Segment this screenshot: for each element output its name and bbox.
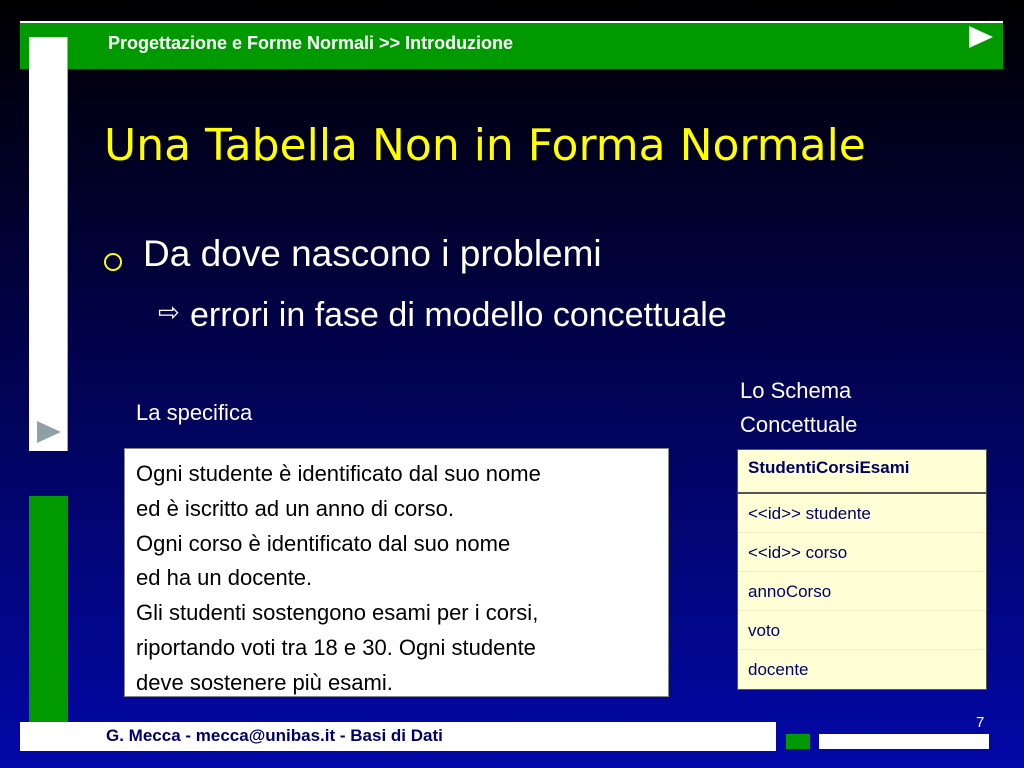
uml-class-name: StudentiCorsiEsami — [738, 450, 986, 494]
schema-label-line: Concettuale — [740, 412, 858, 437]
uml-attribute: annoCorso — [738, 572, 986, 611]
specification-label: La specifica — [136, 400, 253, 425]
uml-attribute: <<id>> corso — [738, 533, 986, 572]
specification-line: deve sostenere più esami. — [136, 669, 393, 695]
left-green-strip — [29, 496, 68, 736]
uml-attribute: docente — [748, 660, 809, 679]
specification-line: ed è iscritto ad un anno di corso. — [136, 495, 454, 521]
schema-label — [740, 374, 857, 442]
uml-attribute: <<id>> studente — [738, 494, 986, 533]
sub-bullet-item: errori in fase di modello concettuale — [190, 296, 727, 334]
uml-attribute: voto — [738, 611, 986, 650]
next-slide-icon[interactable] — [969, 26, 993, 48]
breadcrumb: Progettazione e Forme Normali >> Introduzione — [108, 33, 514, 53]
header-bar — [20, 21, 1003, 69]
schema-label-line: Lo Schema — [740, 378, 852, 403]
specification-box — [124, 448, 669, 697]
footer-text: G. Mecca - mecca@unibas.it - Basi di Dati — [106, 726, 443, 745]
slide-title: Una Tabella Non in Forma Normale — [104, 120, 866, 171]
play-icon[interactable] — [37, 421, 61, 443]
specification-text — [136, 457, 666, 701]
specification-line: Ogni studente è identificato dal suo nome — [136, 461, 541, 486]
footer-green-square — [786, 734, 810, 749]
specification-line: Gli studenti sostengono esami per i corsi, — [136, 600, 539, 626]
specification-line: ed ha un docente. — [136, 565, 313, 591]
page-number: 7 — [976, 714, 985, 731]
footer-bar — [20, 722, 776, 751]
outline-right-arrow-icon: ⇨ — [158, 298, 180, 328]
left-nav-strip — [29, 37, 68, 451]
uml-class-box — [737, 449, 987, 690]
specification-line: Ogni corso è identificato dal suo nome — [136, 530, 511, 556]
specification-line: riportando voti tra 18 e 30. Ogni studente — [136, 634, 536, 660]
bullet-item: Da dove nascono i problemi — [143, 233, 602, 274]
hollow-circle-icon — [104, 253, 122, 271]
footer-right-bar — [819, 734, 989, 749]
